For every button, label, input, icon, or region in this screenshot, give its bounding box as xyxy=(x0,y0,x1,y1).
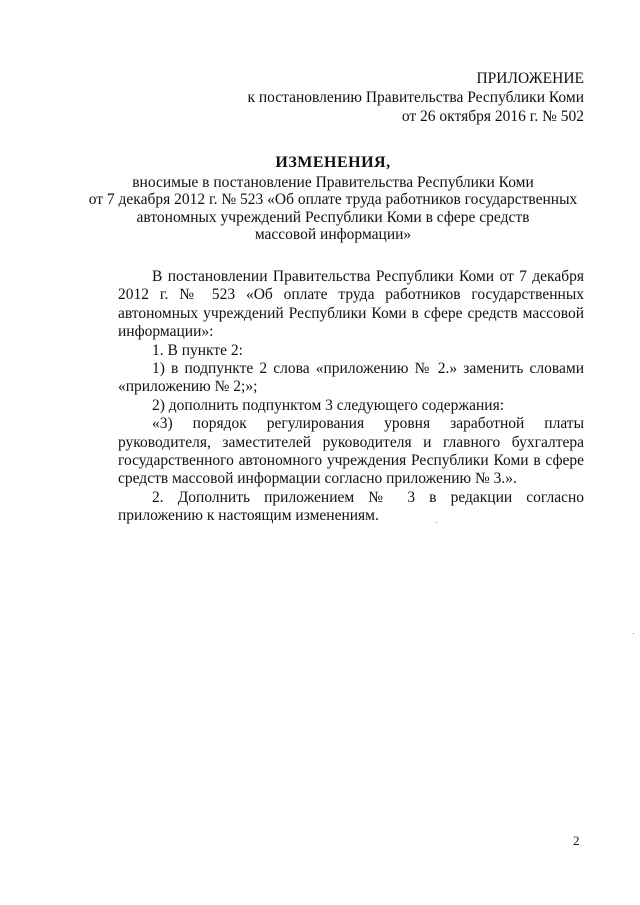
body-paragraph-1: В постановлении Правительства Республики Коми от 7 декабря 2012 г. № 523 «Об оплате труда работников государственных автономных учреждений Республики Коми в сфере средств массовой информации»: xyxy=(118,268,584,341)
title-line-2: от 7 декабря 2012 г. № 523 «Об оплате труда работников государственных xyxy=(88,191,578,208)
page-number: 2 xyxy=(573,833,580,848)
appendix-reference: к постановлению Правительства Республики Коми xyxy=(247,89,584,106)
appendix-label: ПРИЛОЖЕНИЕ xyxy=(476,70,584,87)
title-heading: ИЗМЕНЕНИЯ, xyxy=(275,154,391,171)
body-paragraph-4: 2) дополнить подпунктом 3 следующего содержания: xyxy=(152,396,505,414)
body-paragraph-3: 1) в подпункте 2 слова «приложению № 2.» заменить словами «приложению № 2;»; xyxy=(118,360,584,396)
title-line-3: автономных учреждений Республики Коми в сфере средств xyxy=(136,208,530,226)
body-paragraph-2: 1. В пункте 2: xyxy=(152,341,243,359)
body-paragraph-5: «3) порядок регулирования уровня заработной платы руководителя, заместителей руководителя и главного бухгалтера государственного автономного учреждения Республики Коми в сфере средств массовой информации согласно приложению № 3.». xyxy=(118,415,584,488)
title-line-1: вносимые в постановление Правительства Республики Коми xyxy=(132,173,534,191)
title-line-4: массовой информации» xyxy=(254,226,412,243)
scan-speck xyxy=(633,633,634,634)
appendix-date: от 26 октября 2016 г. № 502 xyxy=(401,108,584,125)
appendix-header xyxy=(247,69,584,126)
body-paragraph-6: 2. Дополнить приложением № 3 в редакции согласно приложению к настоящим изменениям. xyxy=(118,488,584,525)
document-body xyxy=(118,268,584,526)
document-title xyxy=(88,154,578,244)
scan-speck xyxy=(436,522,437,523)
